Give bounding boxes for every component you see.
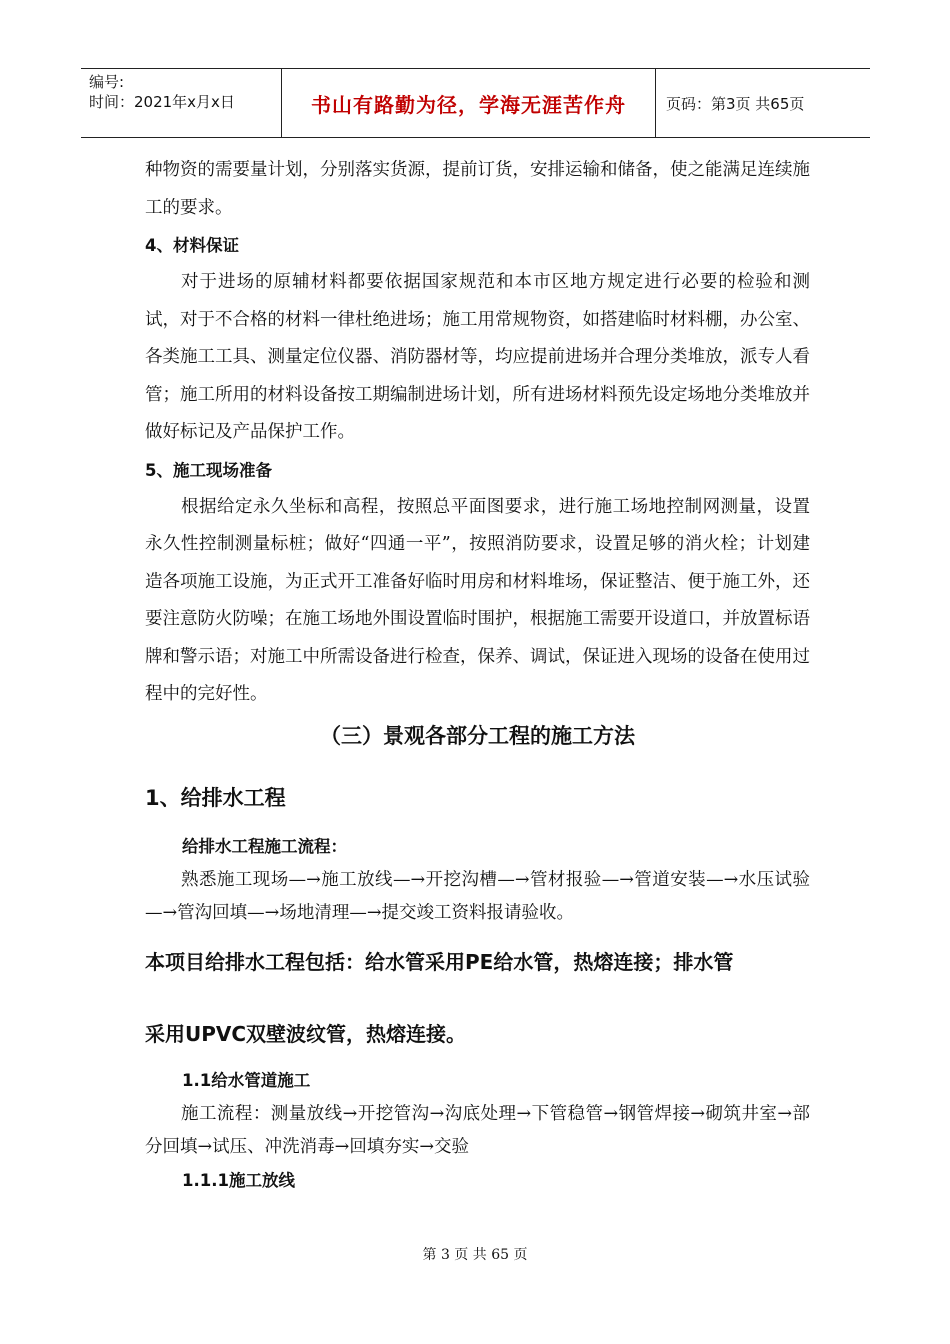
paragraph-pipe-flow: 施工流程：测量放线→开挖管沟→沟底处理→下管稳管→钢管焊接→砌筑井室→部分回填→试压、冲洗消毒→回填夯实→交验 [145, 1103, 810, 1157]
page-footer: 第 3 页 共 65 页 [422, 1247, 528, 1263]
heading-water-supply-drainage: 1、给排水工程 [145, 785, 286, 810]
header-motto: 书山有路勤为径，学海无涯苦作舟 [282, 69, 656, 137]
heading-site-preparation: 5、施工现场准备 [145, 460, 272, 480]
highlight-line-1: 本项目给排水工程包括：给水管采用PE给水管，热熔连接；排水管 [145, 949, 734, 974]
document-body [145, 152, 810, 1198]
doc-number-label: 编号: [89, 73, 125, 91]
paragraph-continued: 种物资的需要量计划，分别落实货源，提前订货，安排运输和储备，使之能满足连续施工的要求。 [145, 160, 810, 218]
doc-time-label: 时间：2021年x月x日 [89, 93, 235, 111]
heading-setting-out: 1.1.1施工放线 [182, 1170, 295, 1190]
highlight-line-2: 采用UPVC双壁波纹管，热熔连接。 [145, 1021, 467, 1046]
header-meta [81, 69, 282, 137]
heading-construction-flow: 给排水工程施工流程： [182, 836, 347, 856]
page-header [81, 68, 870, 138]
paragraph-flow: 熟悉施工现场—→施工放线—→开挖沟槽—→管材报验—→管道安装—→水压试验—→管沟回填—→场地清理—→提交竣工资料报请验收。 [145, 869, 810, 923]
heading-water-pipe: 1.1给水管道施工 [182, 1070, 311, 1090]
heading-material-guarantee: 4、材料保证 [145, 236, 239, 255]
header-page-info: 页码：第3页 共65页 [666, 94, 805, 113]
paragraph-material: 对于进场的原辅材料都要依据国家规范和本市区地方规定进行必要的检验和测试，对于不合格的材料一律杜绝进场；施工用常规物资，如搭建临时材料棚，办公室、各类施工工具、测量定位仪器、消防器材等，均应提前进场并合理分类堆放，派专人看管；施工所用的材料设备按工期编制进场计划，所有进场材料预先设定场地分类堆放并做好标记及产品保护工作。 [145, 272, 810, 442]
paragraph-site: 根据给定永久坐标和高程，按照总平面图要求，进行施工场地控制网测量，设置永久性控制测量标桩；做好“四通一平”，按照消防要求，设置足够的消火栓；计划建造各项施工设施，为正式开工准备好临时用房和材料堆场，保证整洁、便于施工外，还要注意防火防噪；在施工场地外围设置临时围护，根据施工需要开设道口，并放置标语牌和警示语；对施工中所需设备进行检查，保养、调试，保证进入现场的设备在使用过程中的完好性。 [145, 496, 810, 704]
section-title: （三）景观各部分工程的施工方法 [320, 723, 635, 748]
